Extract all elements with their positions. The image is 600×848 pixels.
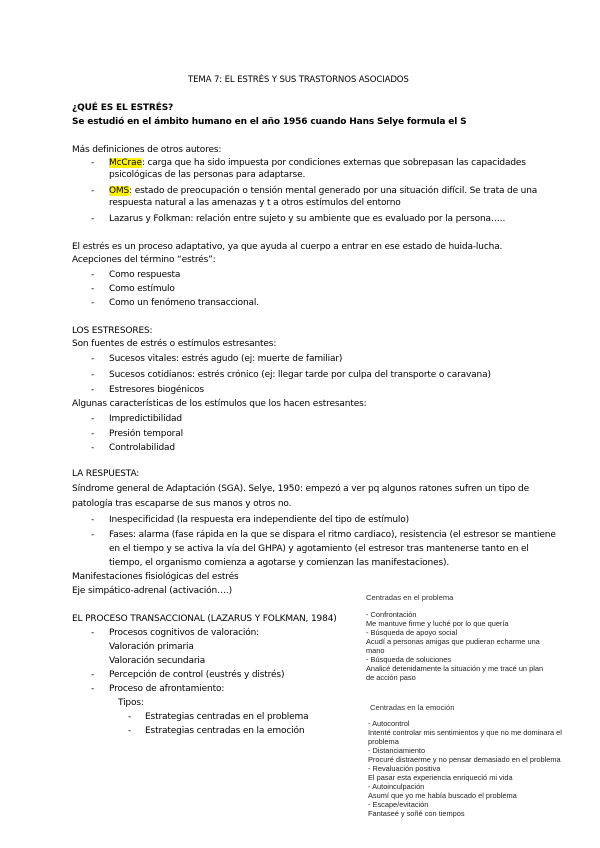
caracteristica-item: Controlabilidad: [109, 443, 175, 453]
note-line: - Autocontrol: [368, 719, 410, 728]
bullet-dash: -: [91, 186, 95, 196]
note-line: - Distanciamiento: [368, 746, 426, 755]
def-oms: OMS: estado de preocupación o tensión mental generado por una situación difícil. Se trata de una: [109, 186, 538, 196]
inespecificidad: Inespecificidad (la respuesta era independiente del tipo de estímulo): [109, 515, 409, 525]
bullet-dash: -: [128, 712, 132, 722]
note-line: - Búsqueda de apoyo social: [366, 628, 458, 637]
bullet-dash: -: [91, 414, 95, 424]
bullet-dash: -: [91, 298, 95, 308]
adaptive-text: El estrés es un proceso adaptativo, ya que ayuda al cuerpo a entrar en ese estado de huida-lucha.: [72, 242, 503, 252]
note-line: - Confrontación: [366, 610, 417, 619]
heading-estresores: LOS ESTRESORES:: [72, 326, 153, 336]
note-line: Asumí que yo me había buscado el problema: [368, 791, 517, 800]
note-line: Fantaseé y soñé con tiempos: [368, 809, 465, 818]
mccrae-highlight: McCrae: [109, 158, 142, 168]
estresores-intro: Son fuentes de estrés o estímulos estresantes:: [72, 339, 277, 349]
notes-emotion-heading: Centradas en la emoción: [370, 703, 455, 712]
sga-line-2: patología tras escaparse de sus manos y otros no.: [72, 499, 292, 509]
note-line: - Escape/evitación: [368, 800, 429, 809]
page-title: TEMA 7: EL ESTRÉS Y SUS TRASTORNOS ASOCIADOS: [188, 75, 409, 85]
manifestaciones: Manifestaciones fisiológicas del estrés: [72, 572, 239, 582]
bullet-dash: -: [91, 158, 95, 168]
tipos-label: Tipos:: [118, 698, 144, 708]
note-line: Intenté controlar mis sentimientos y que no me dominara el: [368, 728, 562, 737]
estresor-item: Sucesos cotidianos: estrés crónico (ej: llegar tarde por culpa del transporte o caravana): [109, 370, 491, 380]
valoracion-primaria: Valoración primaria: [109, 642, 194, 652]
percepcion-control: Percepción de control (eustrés y distrés): [109, 670, 285, 680]
note-line: Acudí a personas amigas que pudieran echarme una: [366, 637, 540, 646]
def-mccrae-cont: psicológicas de las personas para adaptarse.: [109, 170, 306, 180]
note-line: - Búsqueda de soluciones: [366, 655, 452, 664]
procesos-cognitivos: Procesos cognitivos de valoración:: [109, 628, 260, 638]
fases-line-1: Fases: alarma (fase rápida en la que se dispara el ritmo cardiaco), resistencia (el estresor se mantiene: [109, 530, 556, 540]
def-oms-cont: respuesta natural a las amenazas y t a otros estímulos del entorno: [109, 198, 401, 208]
def-lazarus: Lazarus y Folkman: relación entre sujeto y su ambiente que es evaluado por la persona…..: [109, 214, 506, 224]
def-mccrae: McCrae: carga que ha sido impuesta por condiciones externas que sobrepasan las capacidades: [109, 158, 526, 168]
acepcion-item: Como estímulo: [109, 284, 175, 294]
note-line: de acción paso: [366, 673, 416, 682]
note-line: - Revaluación positiva: [368, 764, 441, 773]
eje-simpatico: Eje simpático-adrenal (activación….): [72, 586, 232, 596]
note-line: Procuré distraerme y no pensar demasiado en el problema: [368, 755, 561, 764]
caracteristica-item: Impredictibilidad: [109, 414, 182, 424]
bullet-dash: -: [91, 284, 95, 294]
estresor-item: Sucesos vitales: estrés agudo (ej: muerte de familiar): [109, 354, 343, 364]
bullet-dash: -: [91, 628, 95, 638]
caracteristicas-label: Algunas características de los estímulos que los hacen estresantes:: [72, 399, 367, 409]
bullet-dash: -: [91, 270, 95, 280]
bullet-dash: -: [91, 443, 95, 453]
note-line: Me mantuve firme y luché por lo que quería: [366, 619, 509, 628]
acepcion-item: Como un fenómeno transaccional.: [109, 298, 259, 308]
caracteristica-item: Presión temporal: [109, 429, 183, 439]
bullet-dash: -: [91, 354, 95, 364]
fases-line-3: tiempo, el organismo comienza a agotarse y comienzan las manifestaciones).: [109, 558, 450, 568]
bullet-dash: -: [91, 429, 95, 439]
bullet-dash: -: [91, 670, 95, 680]
sga-line-1: Síndrome general de Adaptación (SGA). Selye, 1950: empezó a ver pq algunos ratones sufren un tipo de: [72, 484, 529, 494]
bullet-dash: -: [91, 515, 95, 525]
bullet-dash: -: [91, 370, 95, 380]
note-line: - Autoinculpación: [368, 782, 425, 791]
note-line: mano: [366, 646, 385, 655]
bullet-dash: -: [91, 214, 95, 224]
heading-que-es-estres: ¿QUÉ ES EL ESTRÉS?: [72, 103, 174, 113]
bullet-dash: -: [91, 385, 95, 395]
bullet-dash: -: [91, 684, 95, 694]
note-line: Analicé detenidamente la situación y me tracé un plan: [366, 664, 544, 673]
bullet-dash: -: [128, 726, 132, 736]
notes-problem-heading: Centradas en el problema: [366, 593, 454, 602]
oms-highlight: OMS: [109, 186, 130, 196]
acepciones-label: Acepciones del término “estrés”:: [72, 255, 216, 265]
proceso-afrontamiento: Proceso de afrontamiento:: [109, 684, 225, 694]
estrategia-item: Estrategias centradas en la emoción: [145, 726, 305, 736]
acepcion-item: Como respuesta: [109, 270, 181, 280]
intro-selye: Se estudió en el ámbito humano en el año 1956 cuando Hans Selye formula el S: [72, 117, 467, 127]
valoracion-secundaria: Valoración secundaria: [109, 656, 206, 666]
heading-respuesta: LA RESPUESTA:: [72, 469, 140, 479]
note-line: El pasar esta experiencia enriqueció mi vida: [368, 773, 513, 782]
estresor-item: Estresores biogénicos: [109, 385, 204, 395]
heading-proceso-transaccional: EL PROCESO TRANSACCIONAL (LAZARUS Y FOLKMAN, 1984): [72, 614, 337, 624]
bullet-dash: -: [91, 530, 95, 540]
fases-line-2: en el tiempo y se activa la vía del GHPA) y agotamiento (el estresor tras mantenerse tanto en el: [109, 544, 529, 554]
estrategia-item: Estrategias centradas en el problema: [145, 712, 309, 722]
note-line: problema: [368, 737, 399, 746]
defs-label: Más definiciones de otros autores:: [72, 145, 222, 155]
